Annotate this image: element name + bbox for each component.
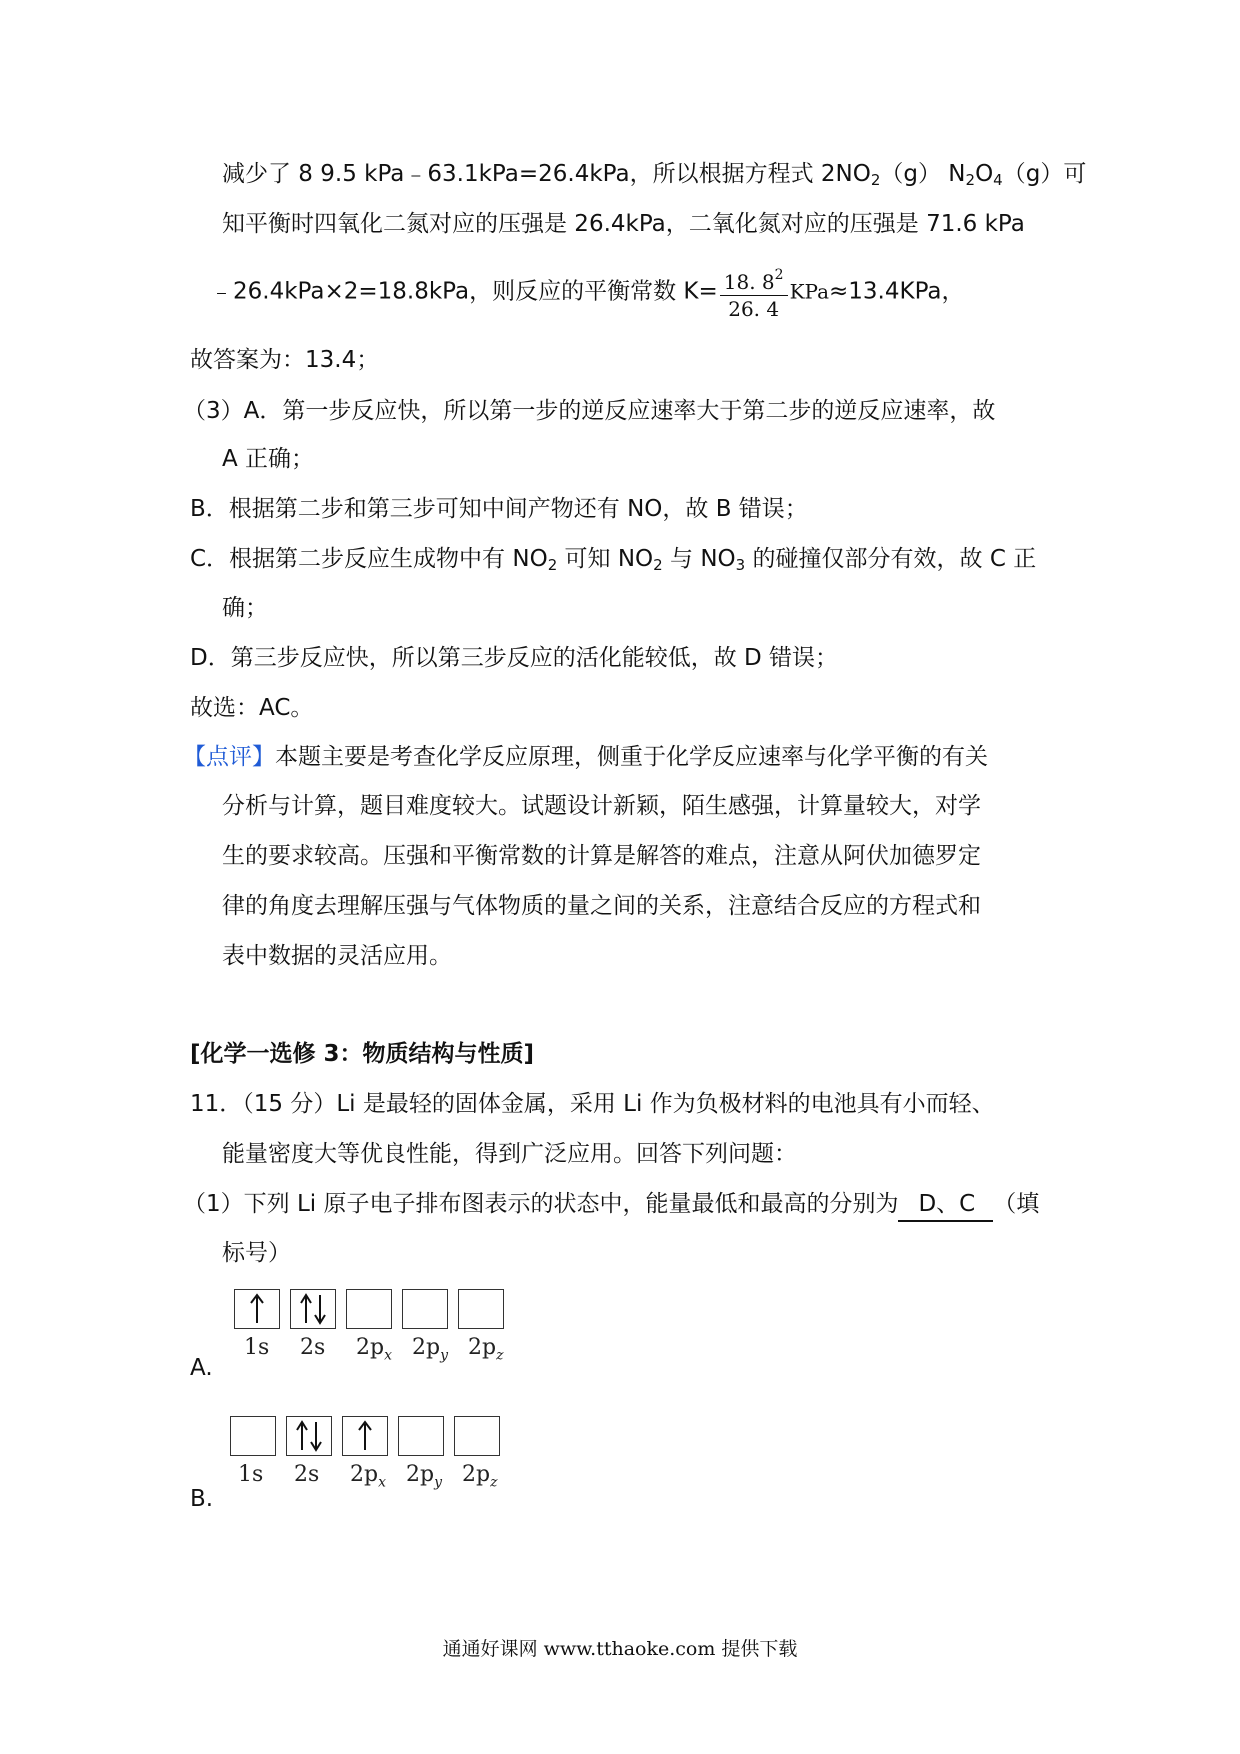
part-3-line-1: （3）A．第一步反应快，所以第一步的逆反应速率大于第二步的逆反应速率，故 [183,398,996,424]
option-b-label: B. [190,1486,214,1512]
orbital-box-2py [402,1289,448,1329]
spin-up-arrow-icon [342,1416,388,1456]
section-title: [化学一选修 3：物质结构与性质] [190,1041,535,1067]
label-2py: $2p_y$ [412,1335,449,1364]
option-d-analysis: D．第三步反应快，所以第三步反应的活化能较低，故 D 错误； [190,645,839,671]
label-2px: $2p_x$ [356,1335,392,1364]
q11-line-2: 能量密度大等优良性能，得到广泛应用。回答下列问题： [222,1141,797,1167]
page-footer: 通通好课网 www.tthaoke.com 提供下载 [442,1638,798,1660]
label-2s: 2s [300,1335,326,1360]
orbital-box-2px [346,1289,392,1329]
orbital-box-1s [230,1416,276,1456]
review-line-2: 分析与计算，题目难度较大。试题设计新颖，陌生感强，计算量较大，对学 [222,793,981,819]
orbital-box-2py [398,1416,444,1456]
orbital-box-2pz [454,1416,500,1456]
review-tag: 【点评】 [183,744,275,770]
review-line-4: 律的角度去理解压强与气体物质的量之间的关系，注意结合反应的方程式和 [222,893,981,919]
q11-sub1-line-2: 标号） [222,1240,291,1266]
label-2py: $2p_y$ [406,1462,443,1491]
review-line-3: 生的要求较高。压强和平衡常数的计算是解答的难点，注意从阿伏加德罗定 [222,843,981,869]
orbital-box-2pz [458,1289,504,1329]
option-a-label: A. [190,1355,213,1381]
option-c-analysis: C．根据第二步反应生成物中有 $NO_2$ 可知 $NO_2$ 与 $NO_3$ 的碰撞仅部分有效，故 C 正 [190,546,1037,574]
label-2s: 2s [294,1462,320,1487]
spin-up-arrow-icon [234,1289,280,1329]
review-line-5: 表中数据的灵活应用。 [222,943,452,969]
equilibrium-constant-fraction: $\frac{18. 8^2}{26. 4}$ [720,262,788,322]
label-1s: 1s [244,1335,270,1360]
q11-sub1-line-1: （1）下列 Li 原子电子排布图表示的状态中，能量最低和最高的分别为 D、C （填 [183,1188,1039,1222]
final-choice: 故选：AC。 [190,695,314,721]
spin-pair-arrows-icon [286,1416,332,1456]
label-2pz: $2p_z$ [468,1335,504,1364]
spin-pair-arrows-icon [290,1289,336,1329]
review-line-1: 【点评】本题主要是考查化学反应原理，侧重于化学反应速率与化学平衡的有关 [183,744,988,770]
solution-line-1: 减少了 8 9.5 kPa﹣63.1kPa=26.4kPa，所以根据方程式 $2NO_2(g)$ $N_2O_4(g)$可 [222,161,1087,189]
solution-line-2: 知平衡时四氧化二氮对应的压强是 26.4kPa，二氧化氮对应的压强是 71.6 kPa [222,211,1025,237]
option-c-analysis-cont: 确； [222,595,268,621]
answer-part-2: 故答案为：13.4； [190,347,380,373]
q11-line-1: 11．（15 分）Li 是最轻的固体金属，采用 Li 作为负极材料的电池具有小而轻、 [190,1091,995,1117]
label-1s: 1s [238,1462,264,1487]
answer-blank: D、C [898,1188,993,1222]
label-2px: $2p_x$ [350,1462,386,1491]
part-3-line-2: A 正确； [222,446,315,472]
label-2pz: $2p_z$ [462,1462,498,1491]
solution-line-3: ﹣26.4kPa×2=18.8kPa，则反应的平衡常数 K= $\frac{18. 8^2}{26. 4}$ KPa≈13.4KPa， [210,262,965,322]
option-b-analysis: B．根据第二步和第三步可知中间产物还有 NO，故 B 错误； [190,496,808,522]
